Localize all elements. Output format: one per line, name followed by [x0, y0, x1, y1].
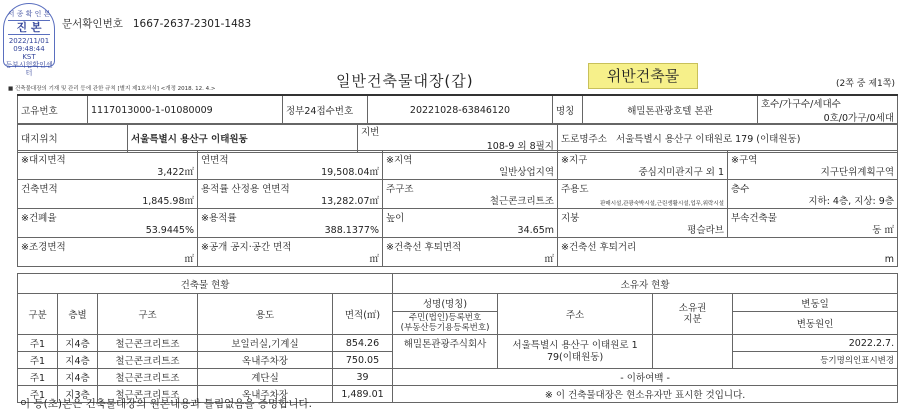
building-area	[18, 180, 197, 208]
doc-confirm-value: 1667-2637-2301-1483	[132, 18, 252, 30]
b4-floor: 지3층	[58, 386, 98, 403]
zone	[383, 151, 557, 179]
col-change-reason: 변동원인	[733, 312, 898, 335]
col-gubun: 구분	[18, 294, 58, 335]
header-table	[17, 94, 898, 125]
certification-footer: 이 등(초)본은 건축물대장의 원본내용과 틀림없음을 증명합니다.	[20, 398, 312, 410]
area-zone-label: ※구역	[731, 155, 758, 166]
landscape-area	[18, 238, 197, 266]
violation-badge: 위반건축물	[588, 63, 698, 89]
coverage-ratio-value: 53.9445%	[145, 225, 194, 236]
floor-area-ratio-value: 388.1377%	[324, 225, 379, 236]
units-value: 0호/0가구/0세대	[823, 113, 894, 124]
b1-floor: 지4층	[58, 335, 98, 352]
building-area-label: 건축면적	[21, 184, 58, 195]
doc-confirm	[62, 16, 251, 31]
far-floor-area-label: 용적률 산정용 연면적	[201, 184, 290, 195]
setback-distance-value: m	[884, 254, 894, 265]
floors-label: 층수	[731, 184, 750, 195]
col-usage: 용도	[198, 294, 333, 335]
far-floor-area	[198, 180, 382, 208]
main-structure-label: 주구조	[386, 184, 414, 195]
receipt-label: 정부24접수번호	[283, 95, 368, 125]
col-struct: 구조	[98, 294, 198, 335]
certification-stamp	[3, 3, 55, 77]
total-floor-area-value: 19,508.04㎡	[321, 167, 379, 178]
status-table	[17, 273, 898, 403]
b1-area: 854.26	[333, 335, 393, 352]
col-change-date: 변동일	[733, 294, 898, 312]
b4-struct: 철근콘크리트조	[98, 386, 198, 403]
owner-share	[653, 335, 733, 369]
legal-note: ■ 건축물대장의 기재 및 관리 등에 관한 규칙 [별지 제1호서식] <개정 2018. 12. 4.>	[8, 86, 216, 92]
coverage-ratio-label: ※건폐율	[21, 213, 57, 224]
owner-status-title: 소유자 현황	[393, 274, 898, 294]
name-label: 명칭	[553, 95, 583, 125]
b3-usage: 계단실	[198, 369, 333, 386]
col-owner-name: 성명(명칭)	[393, 294, 498, 312]
annex-value: 동 ㎡	[872, 225, 894, 236]
road-label: 도로명주소	[561, 134, 607, 145]
owner-name: 해밀톤관광주식회사	[393, 335, 498, 369]
building-area-value: 1,845.98㎡	[142, 196, 194, 207]
b4-gubun: 주1	[18, 386, 58, 403]
public-space-area-value: ㎡	[369, 254, 379, 265]
area-zone-value: 지구단위계획구역	[820, 167, 894, 178]
stamp-main: 진 본	[8, 20, 50, 35]
b3-gubun: 주1	[18, 369, 58, 386]
setback-distance	[558, 238, 897, 266]
main-usage-value: 판매시설,관광숙박시설,근린생활시설,업무,위락시설	[600, 201, 724, 207]
page-info: (2쪽 중 제1쪽)	[836, 79, 895, 89]
district	[558, 151, 727, 179]
total-floor-area-label: 연면적	[201, 155, 229, 166]
coverage-ratio	[18, 209, 197, 237]
col-owner-share: 소유권 지분	[653, 294, 733, 335]
page-title: 일반건축물대장(갑)	[336, 72, 474, 90]
b2-floor: 지4층	[58, 352, 98, 369]
b4-usage: 옥내주차장	[198, 386, 333, 403]
owner-address: 서울특별시 용산구 이태원로 1 79(이태원동)	[498, 335, 653, 369]
site-area	[18, 151, 197, 179]
far-floor-area-value: 13,282.07㎡	[321, 196, 379, 207]
owner-note: ※ 이 건축물대장은 현소유자만 표시한 것입니다.	[393, 386, 898, 403]
b2-struct: 철근콘크리트조	[98, 352, 198, 369]
public-space-area	[198, 238, 382, 266]
b1-gubun: 주1	[18, 335, 58, 352]
site-loc: 서울특별시 용산구 이태원동	[128, 124, 358, 153]
building-status-title: 건축물 현황	[18, 274, 393, 294]
receipt-no: 20221028-63846120	[368, 95, 553, 125]
setback-area-label: ※건축선 후퇴면적	[386, 242, 462, 253]
change-reason: 등기명의인표시변경	[733, 352, 898, 369]
doc-confirm-label: 문서확인번호	[62, 18, 123, 30]
b3-struct: 철근콘크리트조	[98, 369, 198, 386]
height-value: 34.65m	[517, 225, 554, 236]
stamp-time: 09:48:44	[13, 45, 45, 53]
b3-area: 39	[333, 369, 393, 386]
site-loc-label: 대지위치	[18, 124, 128, 153]
main-structure-value: 철근콘크리트조	[489, 196, 554, 207]
roof	[558, 209, 727, 237]
b1-usage: 보일러실,기계실	[198, 335, 333, 352]
roof-label: 지붕	[561, 213, 580, 224]
site-table	[17, 123, 898, 153]
stamp-top: 서 종 확 인 본	[7, 10, 51, 18]
district-value: 중심지미관지구 외 1	[638, 167, 724, 178]
lot-cell	[358, 124, 558, 153]
building-name: 해밀톤관광호텔 본관	[583, 95, 758, 125]
b2-usage: 옥내주차장	[198, 352, 333, 369]
unique-no: 1117013000-1-01080009	[88, 95, 283, 125]
change-date: 2022.2.7.	[733, 335, 898, 352]
annex	[728, 209, 897, 237]
site-area-value: 3,422㎡	[157, 167, 194, 178]
area-zone	[728, 151, 897, 179]
col-owner-reg: 주민(법인)등록번호 (부동산등기용등록번호)	[393, 312, 498, 335]
floor-area-ratio-label: ※용적률	[201, 213, 237, 224]
b4-area: 1,489.01	[333, 386, 393, 403]
stamp-org: 등부시험확인센터	[5, 61, 53, 77]
zone-value: 일반상업지역	[498, 167, 554, 178]
road-cell	[558, 124, 898, 153]
b3-floor: 지4층	[58, 369, 98, 386]
below-blank: - 이하여백 -	[393, 369, 898, 386]
site-area-label: ※대지면적	[21, 155, 66, 166]
col-floor: 층별	[58, 294, 98, 335]
total-floor-area	[198, 151, 382, 179]
stamp-date: 2022/11/01	[8, 37, 50, 45]
floors-value: 지하: 4층, 지상: 9층	[808, 196, 894, 207]
roof-value: 평슬라브	[687, 225, 724, 236]
lot-value: 108-9 외 8필지	[486, 141, 554, 152]
setback-area	[383, 238, 557, 266]
main-structure	[383, 180, 557, 208]
floors	[728, 180, 897, 208]
main-usage	[558, 180, 727, 208]
units-label: 호수/가구수/세대수	[761, 99, 841, 110]
height	[383, 209, 557, 237]
district-label: ※지구	[561, 155, 588, 166]
zone-label: ※지역	[386, 155, 413, 166]
units-cell	[758, 95, 898, 125]
info-grid	[17, 150, 898, 267]
height-label: 높이	[386, 213, 405, 224]
road-address: 서울특별시 용산구 이태원로 179 (이태원동)	[615, 134, 801, 145]
col-owner-addr: 주소	[498, 294, 653, 335]
lot-label: 지번	[361, 127, 380, 138]
b2-area: 750.05	[333, 352, 393, 369]
public-space-area-label: ※공개 공지·공간 면적	[201, 242, 292, 253]
b1-struct: 철근콘크리트조	[98, 335, 198, 352]
main-usage-label: 주용도	[561, 184, 589, 195]
b2-gubun: 주1	[18, 352, 58, 369]
setback-distance-label: ※건축선 후퇴거리	[561, 242, 637, 253]
col-area: 면적(㎡)	[333, 294, 393, 335]
landscape-area-label: ※조경면적	[21, 242, 66, 253]
setback-area-value: ㎡	[544, 254, 554, 265]
annex-label: 부속건축물	[731, 213, 777, 224]
unique-no-label: 고유번호	[18, 95, 88, 125]
landscape-area-value: ㎡	[184, 254, 194, 265]
stamp-tz: KST	[22, 53, 36, 61]
floor-area-ratio	[198, 209, 382, 237]
